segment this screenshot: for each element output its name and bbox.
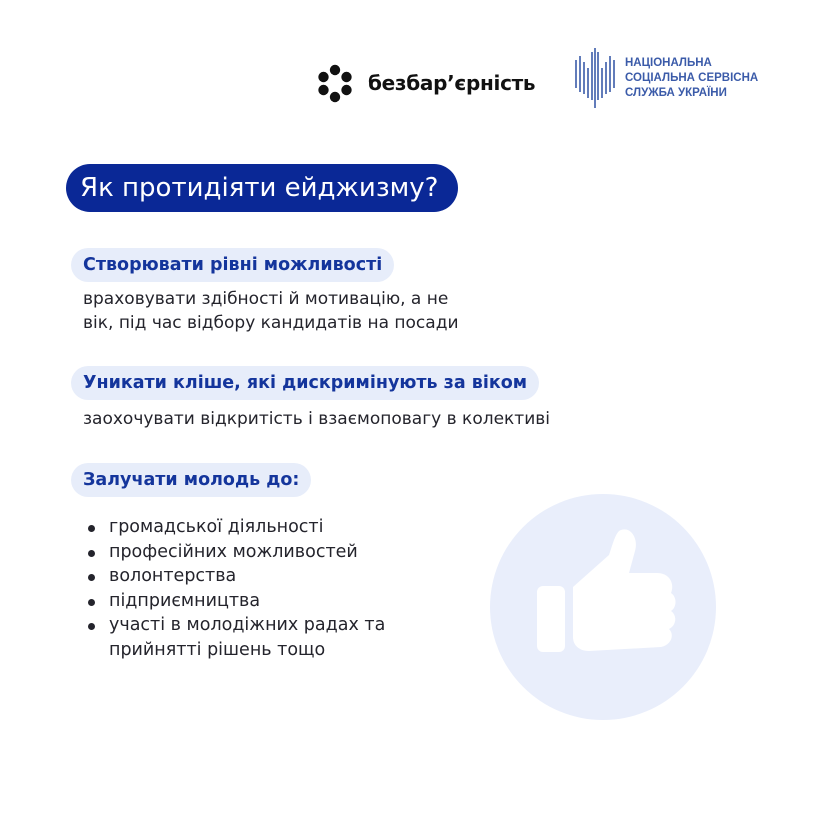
section-text-equal-opportunities (83, 287, 459, 335)
nss-logo-text (625, 56, 758, 101)
nss-logo-line-2: СОЦІАЛЬНА СЕРВІСНА (625, 71, 759, 84)
section-heading-involve-youth: Залучати молодь до: (71, 463, 311, 497)
section-text-avoid-cliches (83, 407, 550, 431)
bezbar-logo (314, 62, 535, 104)
main-title: Як протидіяти ейджизму? (66, 164, 458, 212)
list-item: волонтерства (83, 564, 385, 589)
list-item: громадської діяльності (83, 515, 385, 540)
list-item (83, 638, 385, 663)
section-heading-avoid-cliches: Уникати кліше, які дискримінують за віком (71, 366, 539, 400)
thumbs-up-illustration (489, 493, 717, 721)
youth-involvement-list (83, 515, 385, 662)
nss-logo (573, 48, 758, 108)
section-text-line: враховувати здібності й мотивацію, а не (83, 289, 449, 309)
list-item-continuation: прийнятті рішень тощо (109, 639, 326, 660)
section-heading-equal-opportunities: Створювати рівні можливості (71, 248, 394, 282)
bezbar-logo-text: безбар’єрність (368, 71, 536, 95)
thumbs-up-icon (489, 493, 717, 721)
section-text-line: вік, під час відбору кандидатів на посади (83, 313, 459, 333)
list-item: участі в молодіжних радах та (83, 613, 385, 638)
bezbar-logo-dots-icon (314, 62, 356, 104)
section-text-line: заохочувати відкритість і взаємоповагу в колективі (83, 409, 551, 429)
list-item: професійних можливостей (83, 540, 385, 565)
nss-logo-line-3: СЛУЖБА УКРАЇНИ (625, 86, 727, 99)
nss-logo-line-1: НАЦІОНАЛЬНА (625, 56, 712, 69)
list-item: підприємництва (83, 589, 385, 614)
trident-emblem-icon (573, 48, 617, 108)
